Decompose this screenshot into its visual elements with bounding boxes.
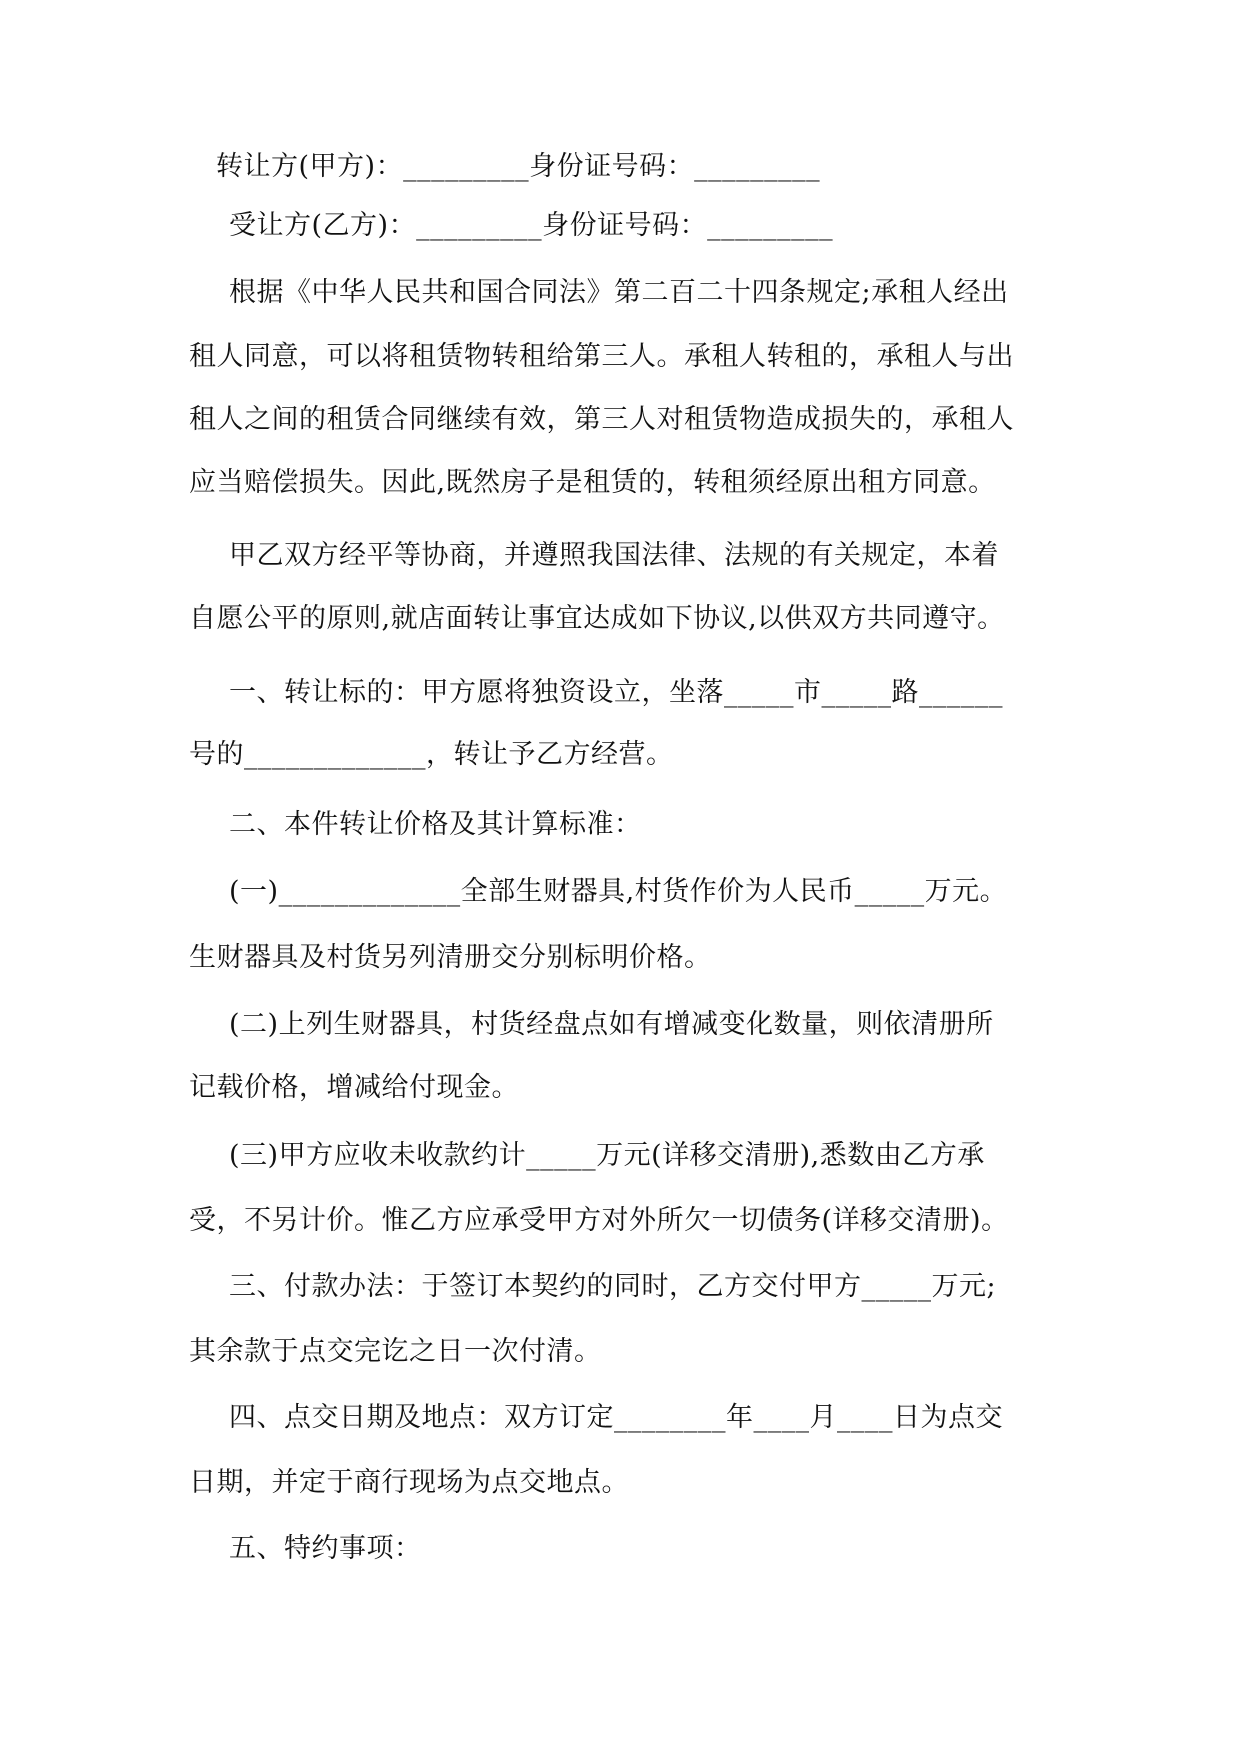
paragraph-line: 甲乙双方经平等协商，并遵照我国法律、法规的有关规定，本着 [229,540,999,571]
clause-line: (三)甲方应收未收款约计_____万元(详移交清册),悉数由乙方承 [229,1140,985,1171]
paragraph-line: 租人之间的租赁合同继续有效，第三人对租赁物造成损失的，承租人 [189,404,1014,435]
clause-line: 三、付款办法：于签订本契约的同时，乙方交付甲方_____万元; [229,1271,997,1302]
party-a-line: 转让方(甲方)：_________身份证号码：_________ [216,151,821,182]
paragraph-line: 自愿公平的原则,就店面转让事宜达成如下协议,以供双方共同遵守。 [189,603,1005,634]
paragraph-line: 应当赔偿损失。因此,既然房子是租赁的，转租须经原出租方同意。 [189,467,996,498]
clause-line: 号的_____________，转让予乙方经营。 [189,739,674,770]
clause-line: 二、本件转让价格及其计算标准： [229,809,642,840]
clause-line: 记载价格，增减给付现金。 [189,1072,519,1103]
clause-line: 一、转让标的：甲方愿将独资设立，坐落_____市_____路______ [229,677,1003,708]
clause-line: 其余款于点交完讫之日一次付清。 [189,1336,602,1367]
clause-line: (二)上列生财器具，村货经盘点如有增减变化数量，则依清册所 [229,1009,994,1040]
clause-line: 五、特约事项： [229,1533,422,1564]
clause-line: 四、点交日期及地点：双方订定________年____月____日为点交 [229,1402,1003,1433]
party-b-line: 受让方(乙方)：_________身份证号码：_________ [229,210,834,241]
clause-line: 日期，并定于商行现场为点交地点。 [189,1467,629,1498]
paragraph-line: 租人同意，可以将租赁物转租给第三人。承租人转租的，承租人与出 [189,341,1014,372]
clause-line: 受，不另计价。惟乙方应承受甲方对外所欠一切债务(详移交清册)。 [189,1205,1009,1236]
clause-line: 生财器具及村货另列清册交分别标明价格。 [189,942,712,973]
paragraph-line: 根据《中华人民共和国合同法》第二百二十四条规定;承租人经出 [229,277,1009,308]
clause-line: (一)_____________全部生财器具,村货作价为人民币_____万元。 [229,876,1008,907]
